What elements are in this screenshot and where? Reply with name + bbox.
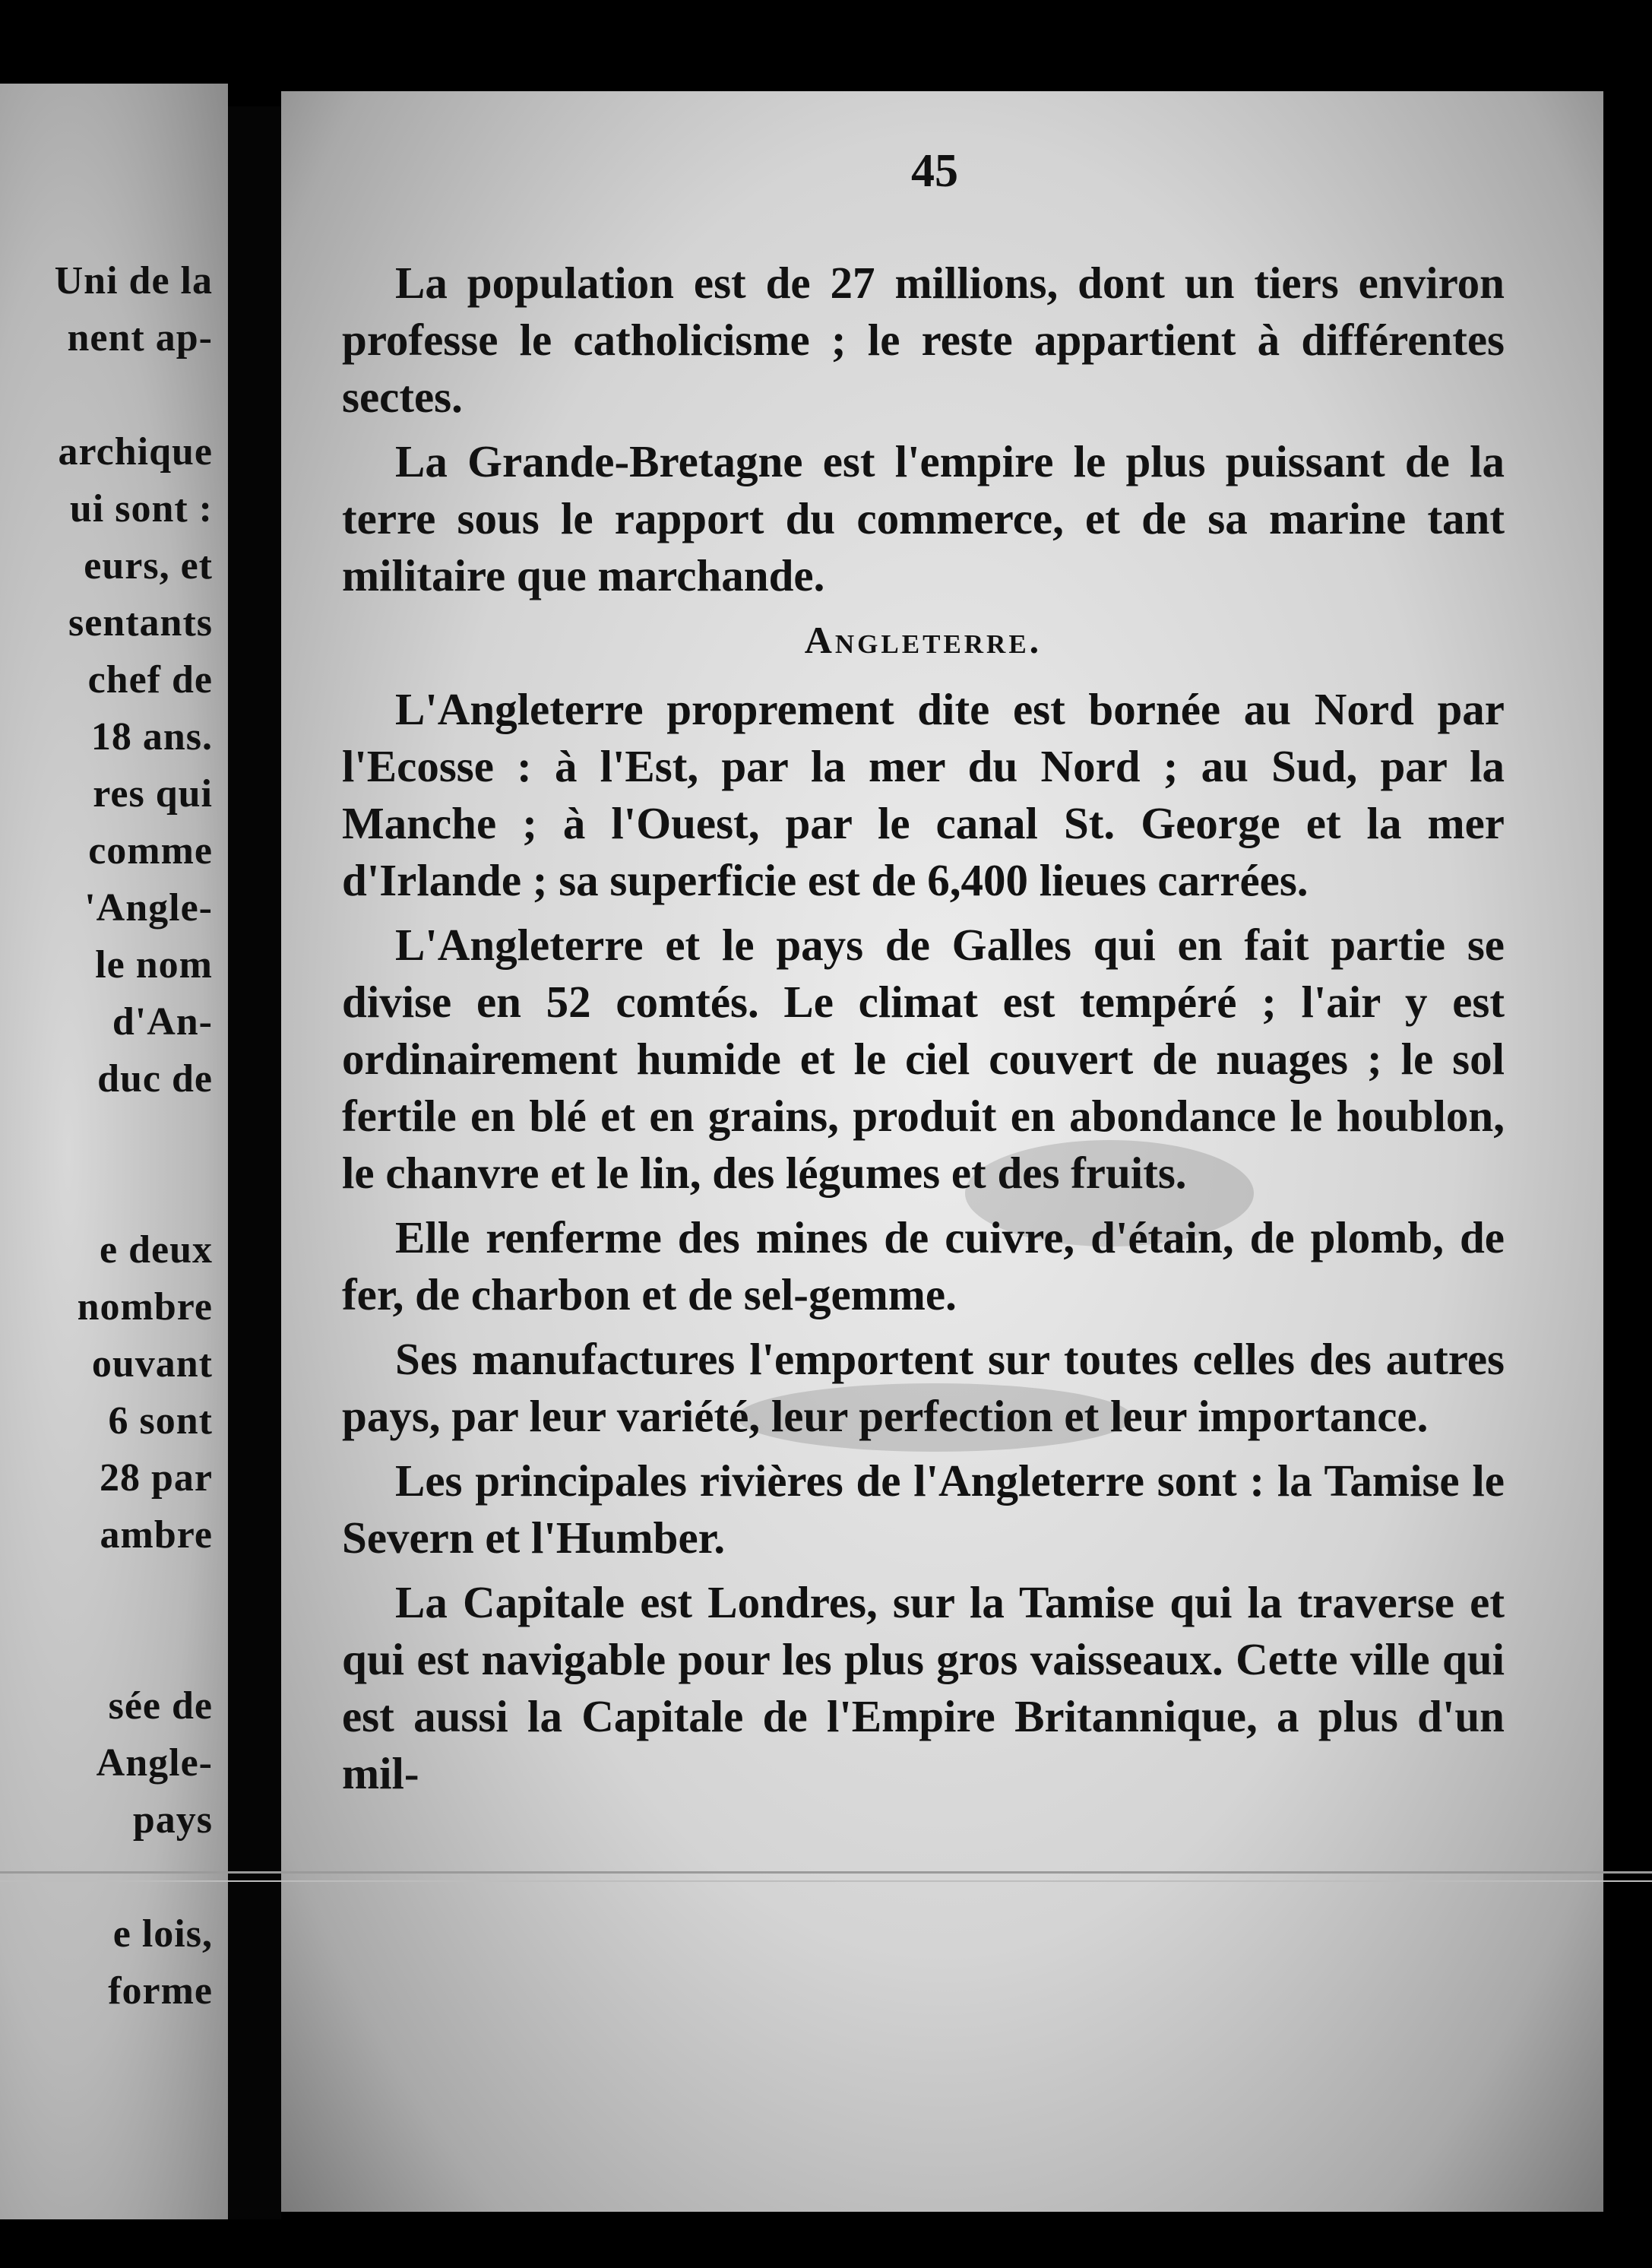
left-page-line: sée de — [108, 1684, 213, 1728]
left-page-line: ouvant — [91, 1342, 213, 1386]
scan-line-artifact — [0, 1871, 1652, 1874]
left-page-line: chef de — [87, 658, 213, 702]
left-facing-page — [0, 84, 228, 2219]
paragraph-mines: Elle renferme des mines de cuivre, d'étain, de plomb, de fer, de charbon et de sel-gemme. — [342, 1212, 1505, 1319]
left-page-line: pays — [132, 1798, 213, 1842]
paragraph-grande-bretagne: La Grande-Bretagne est l'empire le plus puissant de la terre sous le rapport du commerce, et de sa marine tant militaire que marchande. — [342, 436, 1505, 600]
main-page — [281, 91, 1603, 2212]
left-page-line: forme — [108, 1969, 213, 2013]
paragraph-climate: L'Angleterre et le pays de Galles qui en fait partie se divise en 52 comtés. Le climat est tempéré ; l'air y est ordinairement humide et le ciel couvert de nuages ; le sol fertile en blé et en grains, produit en abondance le houblon, le chanvre et le lin, des légumes et des fruits. — [342, 920, 1505, 1198]
page-number: 45 — [911, 145, 958, 197]
paragraph-borders: L'Angleterre proprement dite est bornée au Nord par l'Ecosse : à l'Est, par la mer du Nord ; au Sud, par la Manche ; à l'Ouest, par le canal St. George et la mer d'Irlande ; sa superficie est de 6,400 lieues carrées. — [342, 684, 1505, 905]
left-page-line: duc de — [97, 1057, 213, 1101]
left-page-line: 18 ans. — [90, 715, 213, 759]
left-page-line: comme — [88, 829, 213, 873]
left-page-line: sentants — [68, 601, 213, 645]
left-page-line: res qui — [93, 772, 213, 816]
paragraph-manufactures: Ses manufactures l'emportent sur toutes celles des autres pays, par leur variété, leur perfection et leur importance. — [342, 1334, 1505, 1441]
paragraph-rivers: Les principales rivières de l'Angleterre sont : la Tamise le Severn et l'Humber. — [342, 1456, 1505, 1563]
page-body — [342, 255, 1505, 1810]
left-page-line: le nom — [95, 943, 213, 987]
paragraph-population: La population est de 27 millions, dont un tiers environ professe le catholicisme ; le reste appartient à différentes sectes. — [342, 258, 1505, 422]
left-page-line: nombre — [77, 1285, 213, 1329]
left-page-line: eurs, et — [84, 544, 213, 588]
book-gutter — [228, 106, 281, 2219]
left-page-line: nent ap- — [67, 316, 213, 360]
left-page-line: 6 sont — [108, 1399, 213, 1443]
scan-line-artifact — [0, 1880, 1652, 1882]
left-page-line: d'An- — [112, 1000, 213, 1044]
left-page-line: 28 par — [100, 1456, 213, 1500]
left-page-line: e lois, — [112, 1912, 213, 1956]
left-page-line: 'Angle- — [84, 886, 213, 930]
left-page-line: e deux — [100, 1228, 213, 1272]
left-page-line: Angle- — [96, 1741, 213, 1785]
left-page-line: Uni de la — [54, 259, 213, 303]
left-page-line: ui sont : — [69, 487, 213, 531]
paragraph-capital: La Capitale est Londres, sur la Tamise qui la traverse et qui est navigable pour les plus gros vaisseaux. Cette ville qui est aussi la Capitale de l'Empire Britannique, a plus d'un mil- — [342, 1577, 1505, 1798]
left-page-line: archique — [58, 430, 213, 474]
section-heading: Angleterre. — [804, 619, 1043, 661]
left-page-line: ambre — [100, 1513, 213, 1557]
